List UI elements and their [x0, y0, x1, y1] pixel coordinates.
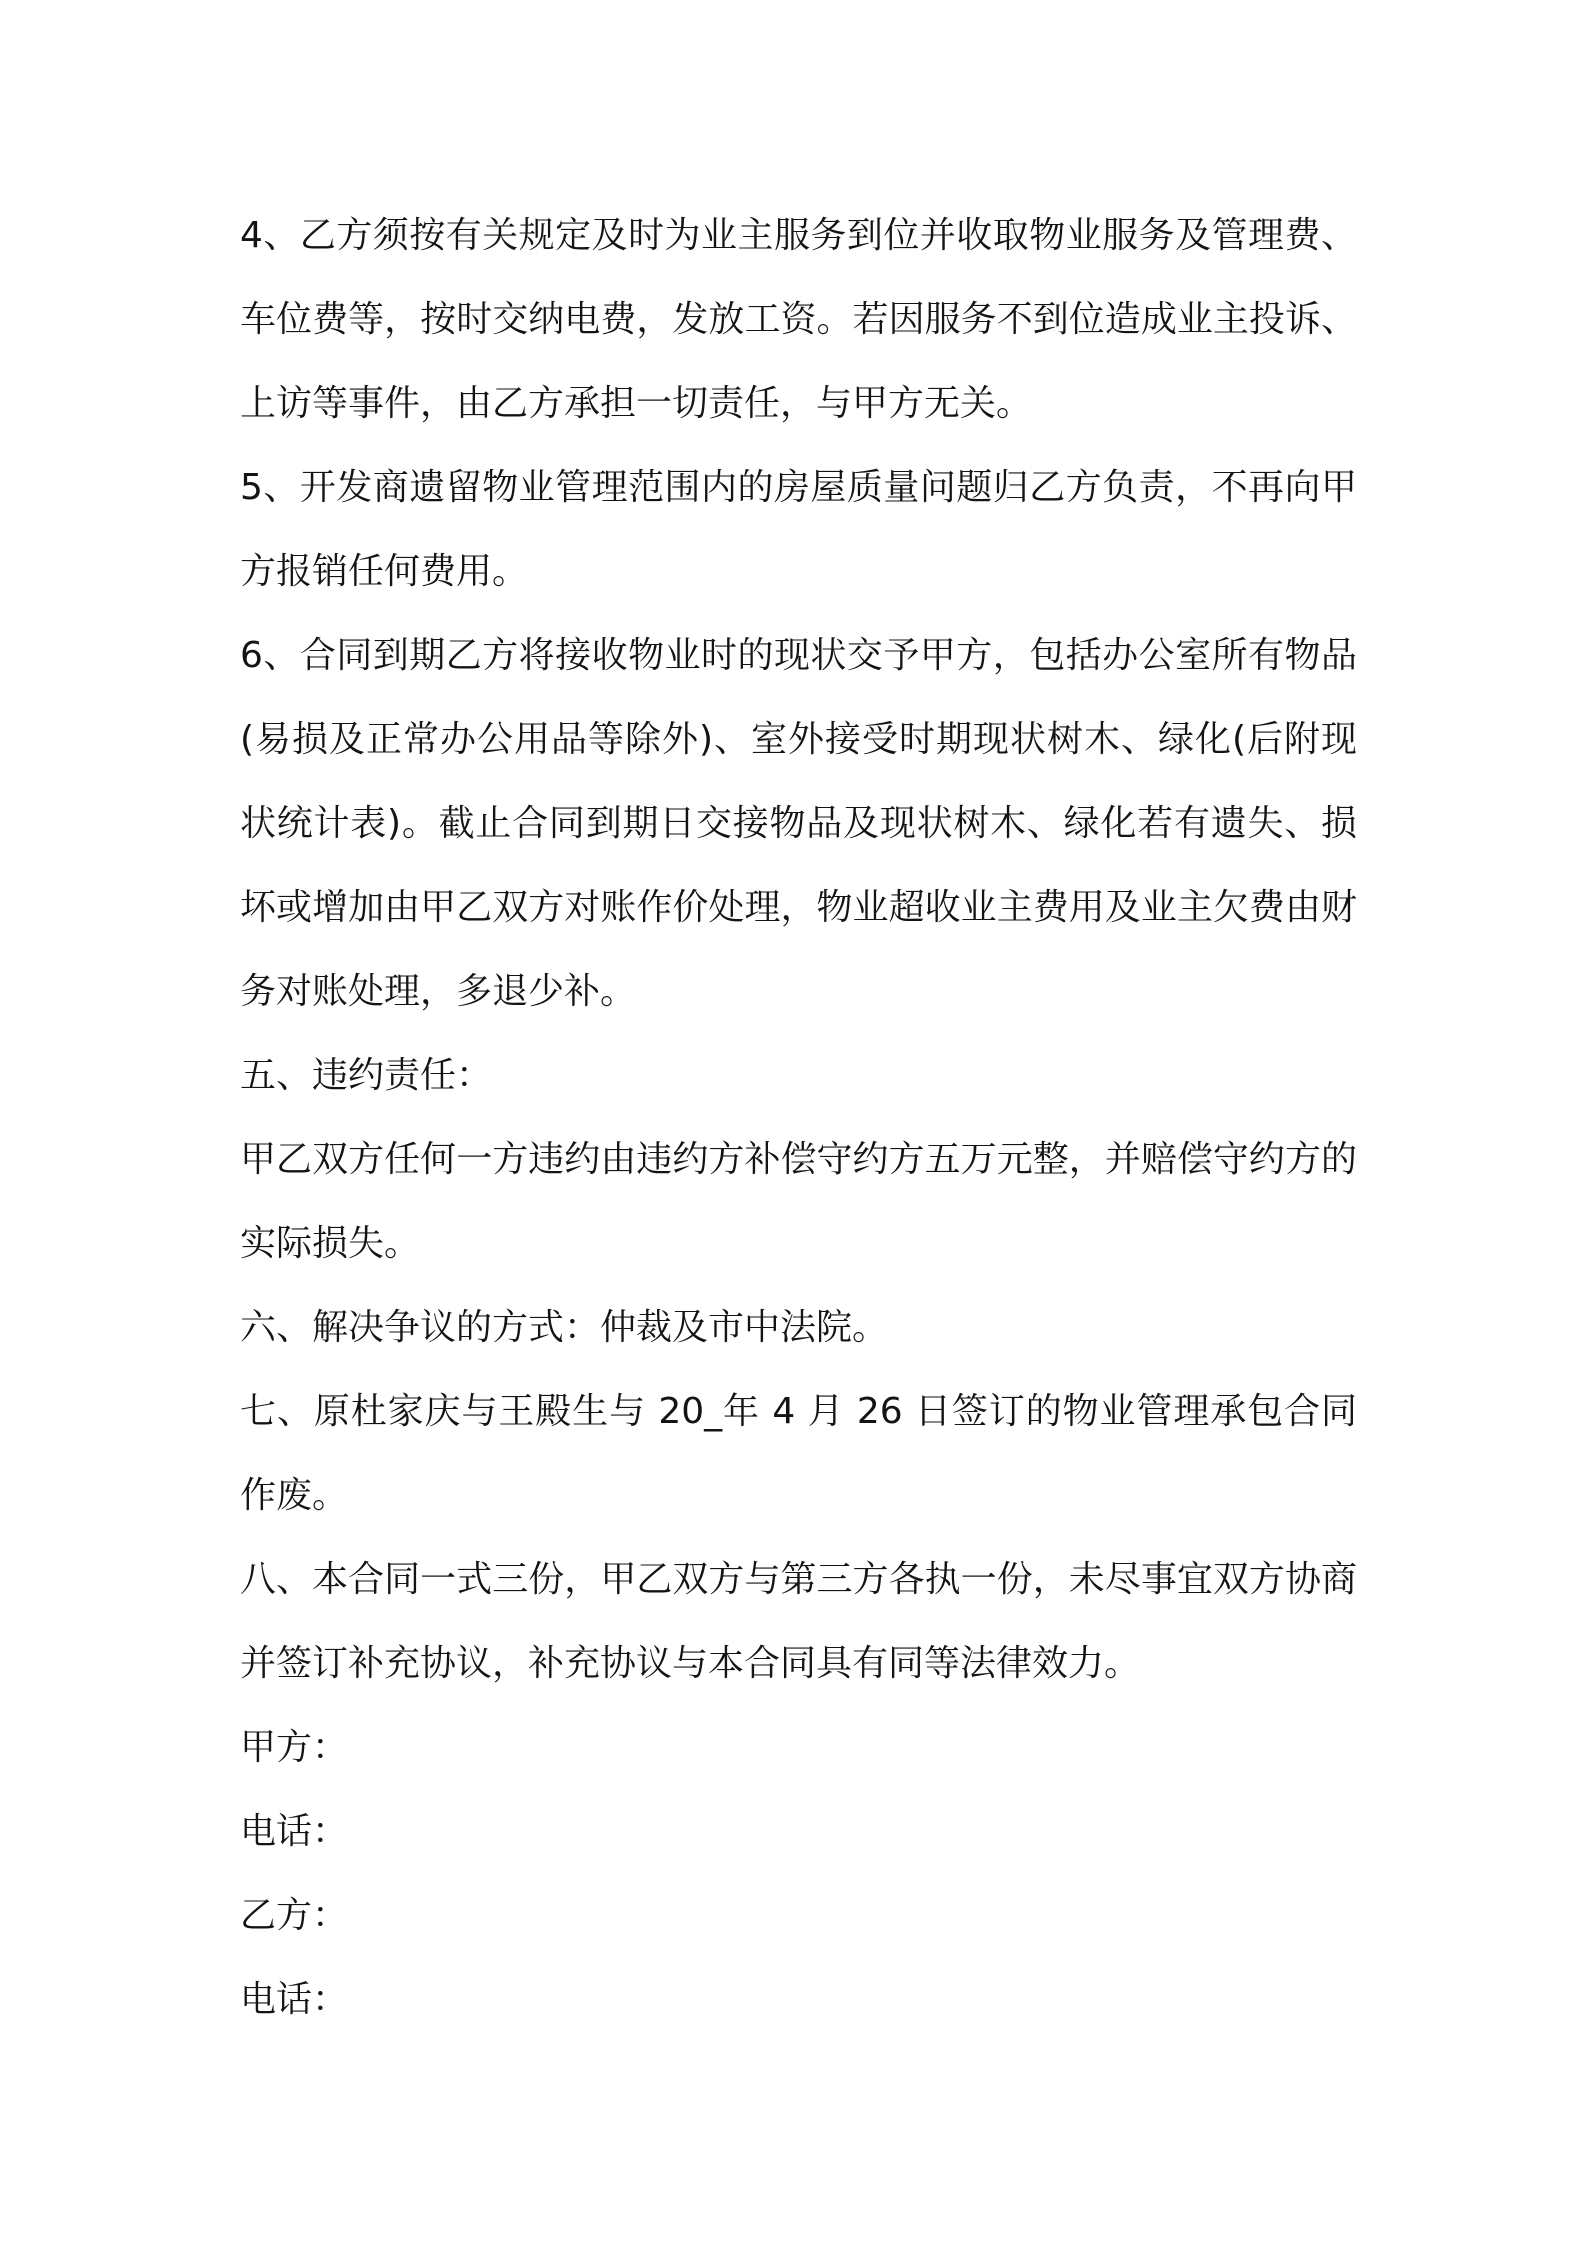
party-b-phone-label: 电话：	[240, 1979, 349, 2020]
party-a-phone-label: 电话：	[240, 1811, 349, 1852]
clause-6-paragraph: 6、合同到期乙方将接收物业时的现状交予甲方，包括办公室所有物品(易损及正常办公用品等除外)、室外接受时期现状树木、绿化(后附现状统计表)。截止合同到期日交接物品及现状树木、绿化若有遗失、损坏或增加由甲乙双方对账作价处理，物业超收业主费用及业主欠费由财务对账处理，多退少补。	[240, 635, 1357, 1012]
dispute-resolution-paragraph: 六、解决争议的方式：仲裁及市中法院。	[240, 1307, 889, 1348]
copies-and-supplement-paragraph: 八、本合同一式三份，甲乙双方与第三方各执一份，未尽事宜双方协商并签订补充协议，补充协议与本合同具有同等法律效力。	[240, 1559, 1357, 1684]
document-body	[240, 194, 1357, 2042]
prior-contract-void-paragraph: 七、原杜家庆与王殿生与 20_年 4 月 26 日签订的物业管理承包合同作废。	[240, 1391, 1357, 1516]
clause-5-paragraph: 5、开发商遗留物业管理范围内的房屋质量问题归乙方负责，不再向甲方报销任何费用。	[240, 467, 1357, 592]
party-a-label: 甲方：	[240, 1727, 349, 1768]
breach-liability-paragraph: 甲乙双方任何一方违约由违约方补偿守约方五万元整，并赔偿守约方的实际损失。	[240, 1139, 1357, 1264]
party-b-label: 乙方：	[240, 1895, 349, 1936]
clause-4-paragraph: 4、乙方须按有关规定及时为业主服务到位并收取物业服务及管理费、车位费等，按时交纳电费，发放工资。若因服务不到位造成业主投诉、上访等事件，由乙方承担一切责任，与甲方无关。	[240, 215, 1357, 424]
section-breach-heading: 五、违约责任：	[240, 1055, 493, 1096]
